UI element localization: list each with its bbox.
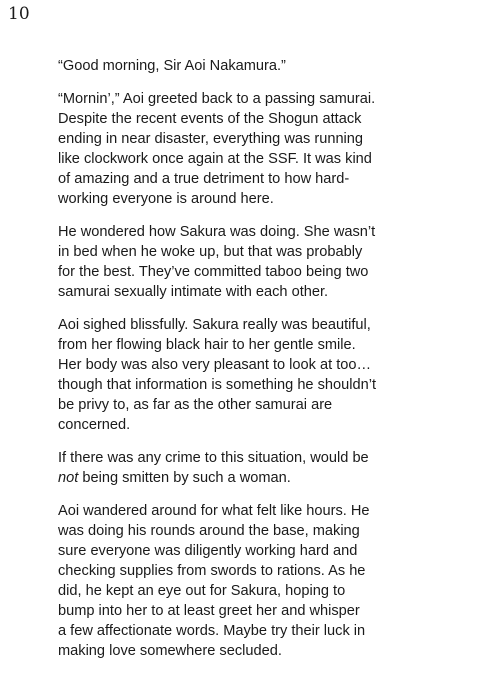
- text-line: did, he kept an eye out for Sakura, hoping to: [58, 583, 346, 599]
- emphasized-word: not: [58, 470, 79, 486]
- text-line: He wondered how Sakura was doing. She wasn’t: [58, 224, 376, 240]
- paragraph-3: [58, 222, 436, 302]
- text-line: [58, 468, 436, 488]
- text-line: a few affectionate words. Maybe try their luck in: [58, 623, 366, 639]
- text-line: Aoi sighed blissfully. Sakura really was beautiful,: [58, 317, 371, 333]
- text-line: “Good morning, Sir Aoi Nakamura.”: [58, 58, 286, 74]
- text-line: Her body was also very pleasant to look at too…: [58, 357, 372, 373]
- text-line: like clockwork once again at the SSF. It was kind: [58, 151, 372, 167]
- text-line: for the best. They’ve committed taboo being two: [58, 264, 369, 280]
- paragraph-2: [58, 89, 436, 209]
- text-line: samurai sexually intimate with each other.: [58, 284, 329, 300]
- paragraph-4: [58, 315, 436, 435]
- text-line: making love somewhere secluded.: [58, 643, 282, 659]
- text-line: working everyone is around here.: [58, 191, 274, 207]
- text-line: in bed when he woke up, but that was probably: [58, 244, 363, 260]
- paragraph-1: [58, 56, 436, 76]
- page-number: 10: [8, 4, 30, 24]
- text-line: If there was any crime to this situation, would be: [58, 450, 369, 466]
- page-body: [58, 56, 436, 674]
- text-line: of amazing and a true detriment to how hard-: [58, 171, 350, 187]
- paragraph-6: [58, 501, 436, 661]
- text-line: checking supplies from swords to rations. As he: [58, 563, 366, 579]
- text-line: was doing his rounds around the base, making: [58, 523, 360, 539]
- text-line: be privy to, as far as the other samurai are: [58, 397, 333, 413]
- text-line: from her flowing black hair to her gentle smile.: [58, 337, 356, 353]
- text-line: ending in near disaster, everything was running: [58, 131, 364, 147]
- paragraph-5: [58, 448, 436, 488]
- text-line: Despite the recent events of the Shogun attack: [58, 111, 362, 127]
- text-line: “Mornin’,” Aoi greeted back to a passing samurai.: [58, 91, 376, 107]
- text-line: concerned.: [58, 417, 131, 433]
- text-line: sure everyone was diligently working hard and: [58, 543, 358, 559]
- text-segment: being smitten by such a woman.: [78, 470, 291, 486]
- text-line: though that information is something he shouldn’t: [58, 377, 377, 393]
- text-line: bump into her to at least greet her and whisper: [58, 603, 360, 619]
- text-line: Aoi wandered around for what felt like hours. He: [58, 503, 370, 519]
